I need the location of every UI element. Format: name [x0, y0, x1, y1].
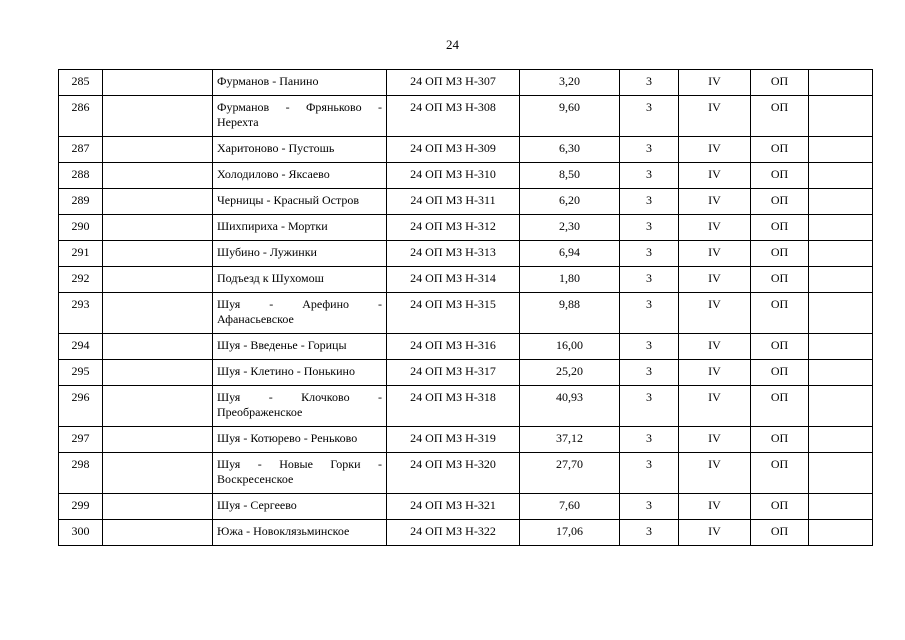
road-code-cell: 24 ОП МЗ Н-317 [387, 360, 520, 386]
row-number-cell: 294 [59, 334, 103, 360]
road-name-cell [213, 453, 387, 494]
road-length-cell: 9,88 [520, 293, 620, 334]
empty-cell [103, 96, 213, 137]
road-class-cell: IV [679, 137, 751, 163]
road-class-cell: IV [679, 189, 751, 215]
road-length-cell: 17,06 [520, 520, 620, 546]
road-code-cell: 24 ОП МЗ Н-319 [387, 427, 520, 453]
empty-cell [103, 427, 213, 453]
road-category-cell: 3 [620, 334, 679, 360]
road-category-cell: 3 [620, 267, 679, 293]
road-category-cell: 3 [620, 386, 679, 427]
road-class-cell: IV [679, 96, 751, 137]
road-class-cell: IV [679, 241, 751, 267]
table-row [59, 386, 873, 427]
road-class-cell: IV [679, 427, 751, 453]
road-name-line: Шихпириха - Мортки [217, 219, 328, 233]
empty-cell [809, 70, 873, 96]
road-name-cell [213, 215, 387, 241]
empty-cell [809, 189, 873, 215]
row-number-cell: 289 [59, 189, 103, 215]
empty-cell [809, 334, 873, 360]
road-name-cell [213, 427, 387, 453]
road-code-cell: 24 ОП МЗ Н-318 [387, 386, 520, 427]
road-category-cell: 3 [620, 215, 679, 241]
road-code-cell: 24 ОП МЗ Н-310 [387, 163, 520, 189]
empty-cell [809, 427, 873, 453]
row-number-cell: 297 [59, 427, 103, 453]
page-number: 24 [446, 37, 459, 52]
road-length-cell: 2,30 [520, 215, 620, 241]
road-code-cell: 24 ОП МЗ Н-312 [387, 215, 520, 241]
row-number-cell: 290 [59, 215, 103, 241]
road-code-cell: 24 ОП МЗ Н-309 [387, 137, 520, 163]
road-name-line: Преображенское [217, 405, 303, 419]
road-length-cell: 9,60 [520, 96, 620, 137]
empty-cell [103, 70, 213, 96]
empty-cell [103, 360, 213, 386]
row-number-cell: 295 [59, 360, 103, 386]
empty-cell [103, 386, 213, 427]
road-significance-cell: ОП [751, 360, 809, 386]
empty-cell [809, 520, 873, 546]
road-length-cell: 1,80 [520, 267, 620, 293]
road-category-cell: 3 [620, 70, 679, 96]
road-class-cell: IV [679, 163, 751, 189]
empty-cell [809, 96, 873, 137]
road-significance-cell: ОП [751, 70, 809, 96]
road-category-cell: 3 [620, 293, 679, 334]
road-name-line: Шуя - Новые Горки - [217, 457, 382, 471]
road-name-line: Фурманов - Панино [217, 74, 319, 88]
row-number-cell: 298 [59, 453, 103, 494]
road-name-line: Шуя - Клетино - Понькино [217, 364, 355, 378]
road-code-cell: 24 ОП МЗ Н-316 [387, 334, 520, 360]
road-category-cell: 3 [620, 241, 679, 267]
road-category-cell: 3 [620, 360, 679, 386]
road-code-cell: 24 ОП МЗ Н-320 [387, 453, 520, 494]
road-name-cell [213, 96, 387, 137]
road-name-cell [213, 137, 387, 163]
road-length-cell: 3,20 [520, 70, 620, 96]
road-category-cell: 3 [620, 163, 679, 189]
table-row [59, 494, 873, 520]
table-row [59, 70, 873, 96]
road-name-cell [213, 189, 387, 215]
row-number-cell: 292 [59, 267, 103, 293]
empty-cell [103, 215, 213, 241]
empty-cell [809, 494, 873, 520]
row-number-cell: 291 [59, 241, 103, 267]
table-body [59, 70, 873, 546]
road-name-line: Холодилово - Яксаево [217, 167, 330, 181]
road-significance-cell: ОП [751, 386, 809, 427]
row-number-cell: 285 [59, 70, 103, 96]
road-length-cell: 8,50 [520, 163, 620, 189]
row-number-cell: 287 [59, 137, 103, 163]
road-category-cell: 3 [620, 427, 679, 453]
table-row [59, 520, 873, 546]
road-length-cell: 6,94 [520, 241, 620, 267]
road-code-cell: 24 ОП МЗ Н-322 [387, 520, 520, 546]
table-row [59, 427, 873, 453]
road-significance-cell: ОП [751, 267, 809, 293]
road-class-cell: IV [679, 334, 751, 360]
road-name-line: Афанасьевское [217, 312, 294, 326]
road-name-line: Шуя - Арефино - [217, 297, 382, 311]
table-row [59, 241, 873, 267]
table-row [59, 453, 873, 494]
road-category-cell: 3 [620, 96, 679, 137]
empty-cell [103, 293, 213, 334]
road-name-line: Шуя - Сергеево [217, 498, 297, 512]
empty-cell [809, 386, 873, 427]
road-class-cell: IV [679, 293, 751, 334]
row-number-cell: 293 [59, 293, 103, 334]
row-number-cell: 299 [59, 494, 103, 520]
road-name-line: Шуя - Клочково - [217, 390, 382, 404]
road-name-line: Южа - Новоклязьминское [217, 524, 350, 538]
road-class-cell: IV [679, 386, 751, 427]
table-row [59, 293, 873, 334]
road-length-cell: 37,12 [520, 427, 620, 453]
road-name-line: Нерехта [217, 115, 259, 129]
road-name-cell [213, 241, 387, 267]
road-code-cell: 24 ОП МЗ Н-311 [387, 189, 520, 215]
road-length-cell: 6,30 [520, 137, 620, 163]
road-name-cell [213, 163, 387, 189]
road-name-cell [213, 494, 387, 520]
road-length-cell: 27,70 [520, 453, 620, 494]
table-row [59, 137, 873, 163]
table-row [59, 267, 873, 293]
empty-cell [809, 453, 873, 494]
empty-cell [103, 267, 213, 293]
road-length-cell: 16,00 [520, 334, 620, 360]
road-category-cell: 3 [620, 137, 679, 163]
row-number-cell: 300 [59, 520, 103, 546]
empty-cell [103, 334, 213, 360]
road-significance-cell: ОП [751, 334, 809, 360]
empty-cell [103, 189, 213, 215]
empty-cell [809, 360, 873, 386]
empty-cell [103, 163, 213, 189]
road-code-cell: 24 ОП МЗ Н-321 [387, 494, 520, 520]
table-row [59, 215, 873, 241]
row-number-cell: 286 [59, 96, 103, 137]
road-significance-cell: ОП [751, 427, 809, 453]
road-name-cell [213, 70, 387, 96]
road-significance-cell: ОП [751, 189, 809, 215]
empty-cell [103, 241, 213, 267]
empty-cell [809, 163, 873, 189]
road-name-line: Подъезд к Шухомош [217, 271, 324, 285]
road-category-cell: 3 [620, 494, 679, 520]
row-number-cell: 296 [59, 386, 103, 427]
roads-table [58, 69, 873, 546]
road-class-cell: IV [679, 215, 751, 241]
table-row [59, 360, 873, 386]
road-name-cell [213, 520, 387, 546]
road-significance-cell: ОП [751, 137, 809, 163]
road-name-line: Шуя - Введенье - Горицы [217, 338, 347, 352]
empty-cell [809, 137, 873, 163]
road-name-line: Харитоново - Пустошь [217, 141, 335, 155]
row-number-cell: 288 [59, 163, 103, 189]
road-code-cell: 24 ОП МЗ Н-308 [387, 96, 520, 137]
road-significance-cell: ОП [751, 494, 809, 520]
road-class-cell: IV [679, 520, 751, 546]
road-significance-cell: ОП [751, 293, 809, 334]
empty-cell [809, 293, 873, 334]
road-name-cell [213, 386, 387, 427]
road-class-cell: IV [679, 494, 751, 520]
road-code-cell: 24 ОП МЗ Н-315 [387, 293, 520, 334]
road-significance-cell: ОП [751, 241, 809, 267]
road-length-cell: 7,60 [520, 494, 620, 520]
road-name-line: Воскресенское [217, 472, 294, 486]
table-row [59, 334, 873, 360]
table-row [59, 163, 873, 189]
road-category-cell: 3 [620, 520, 679, 546]
empty-cell [103, 520, 213, 546]
road-significance-cell: ОП [751, 215, 809, 241]
road-significance-cell: ОП [751, 96, 809, 137]
empty-cell [103, 453, 213, 494]
road-category-cell: 3 [620, 189, 679, 215]
road-name-cell [213, 360, 387, 386]
road-significance-cell: ОП [751, 453, 809, 494]
empty-cell [809, 267, 873, 293]
road-code-cell: 24 ОП МЗ Н-307 [387, 70, 520, 96]
table-row [59, 96, 873, 137]
road-code-cell: 24 ОП МЗ Н-313 [387, 241, 520, 267]
road-class-cell: IV [679, 453, 751, 494]
road-length-cell: 6,20 [520, 189, 620, 215]
road-class-cell: IV [679, 70, 751, 96]
empty-cell [809, 215, 873, 241]
road-significance-cell: ОП [751, 520, 809, 546]
road-length-cell: 40,93 [520, 386, 620, 427]
road-category-cell: 3 [620, 453, 679, 494]
road-name-cell [213, 267, 387, 293]
road-name-line: Черницы - Красный Остров [217, 193, 360, 207]
road-code-cell: 24 ОП МЗ Н-314 [387, 267, 520, 293]
road-class-cell: IV [679, 360, 751, 386]
empty-cell [103, 494, 213, 520]
road-significance-cell: ОП [751, 163, 809, 189]
table-row [59, 189, 873, 215]
road-name-cell [213, 293, 387, 334]
road-name-line: Шуя - Котюрево - Реньково [217, 431, 358, 445]
road-class-cell: IV [679, 267, 751, 293]
road-name-cell [213, 334, 387, 360]
road-length-cell: 25,20 [520, 360, 620, 386]
empty-cell [103, 137, 213, 163]
road-name-line: Фурманов - Фряньково - [217, 100, 382, 114]
road-name-line: Шубино - Лужинки [217, 245, 317, 259]
empty-cell [809, 241, 873, 267]
